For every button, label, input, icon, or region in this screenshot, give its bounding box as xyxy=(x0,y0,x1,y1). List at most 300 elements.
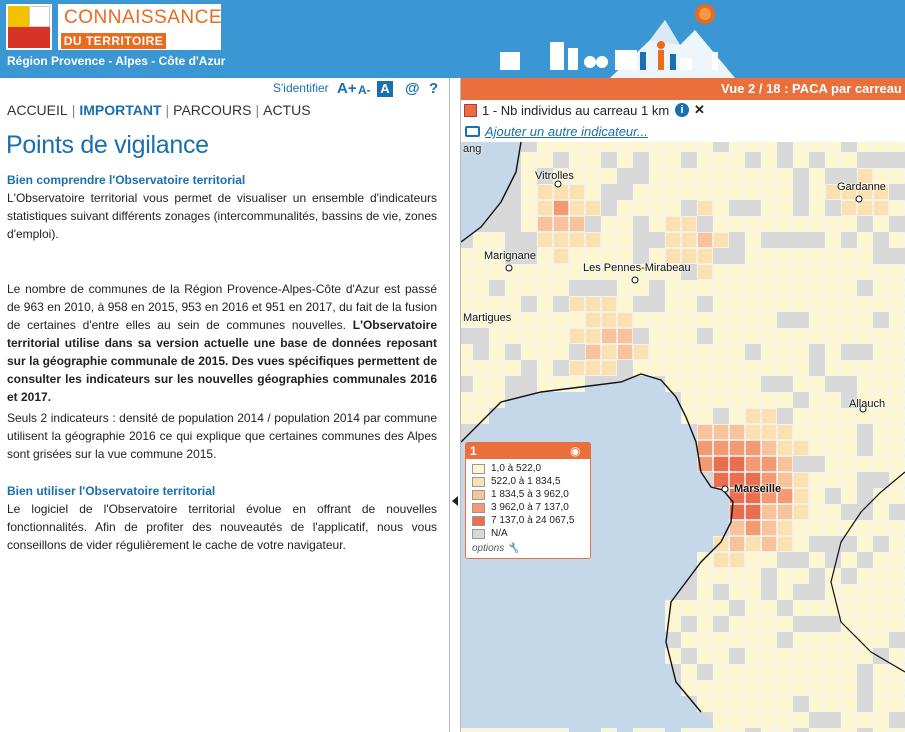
grid-cell xyxy=(618,297,633,312)
grid-cell xyxy=(698,441,713,456)
grid-cell xyxy=(890,409,905,424)
grid-cell xyxy=(506,297,521,312)
site-header xyxy=(0,0,905,78)
grid-cell xyxy=(634,142,649,152)
grid-cell xyxy=(842,153,857,168)
grid-cell xyxy=(778,201,793,216)
grid-cell xyxy=(810,142,825,152)
grid-cell xyxy=(698,233,713,248)
grid-cell xyxy=(682,281,697,296)
grid-cell xyxy=(890,649,905,664)
legend-swatch xyxy=(472,490,485,500)
grid-cell xyxy=(714,441,729,456)
grid-cell xyxy=(826,505,841,520)
paragraph xyxy=(7,280,437,406)
grid-cell xyxy=(506,281,521,296)
add-indicator-link[interactable]: Ajouter un autre indicateur... xyxy=(485,124,648,139)
grid-cell xyxy=(666,297,681,312)
grid-cell xyxy=(810,425,825,440)
contrast-icon[interactable]: A xyxy=(377,81,393,97)
grid-cell xyxy=(858,457,873,472)
grid-cell xyxy=(890,281,905,296)
grid-cell xyxy=(650,361,665,376)
font-decrease-icon[interactable]: A- xyxy=(358,83,371,97)
grid-cell xyxy=(810,377,825,392)
grid-cell xyxy=(650,345,665,360)
grid-cell xyxy=(858,617,873,632)
grid-cell xyxy=(810,489,825,504)
nav-separator: | xyxy=(71,102,76,118)
city-label: Marseille xyxy=(734,483,782,495)
grid-cell xyxy=(810,681,825,696)
grid-cell xyxy=(842,585,857,600)
grid-cell xyxy=(602,729,617,732)
nav-item-important[interactable]: IMPORTANT xyxy=(79,102,162,118)
grid-cell xyxy=(890,201,905,216)
grid-cell xyxy=(682,393,697,408)
grid-cell xyxy=(778,617,793,632)
grid-cell xyxy=(826,665,841,680)
grid-cell xyxy=(586,297,601,312)
grid-cell xyxy=(842,249,857,264)
grid-cell xyxy=(522,201,537,216)
grid-cell xyxy=(602,297,617,312)
wrench-icon: 🔧 xyxy=(507,543,520,554)
grid-cell xyxy=(570,361,585,376)
grid-cell xyxy=(778,249,793,264)
grid-cell xyxy=(746,425,761,440)
grid-cell xyxy=(842,553,857,568)
grid-cell xyxy=(730,569,745,584)
grid-cell xyxy=(842,457,857,472)
grid-cell xyxy=(762,425,777,440)
grid-cell xyxy=(474,281,489,296)
grid-cell xyxy=(874,729,889,732)
nav-item-parcours[interactable]: PARCOURS xyxy=(173,102,252,118)
article-content xyxy=(7,171,437,557)
grid-cell xyxy=(666,313,681,328)
grid-cell xyxy=(730,553,745,568)
grid-cell xyxy=(714,425,729,440)
grid-cell xyxy=(570,329,585,344)
legend-options-label: options xyxy=(472,543,505,554)
grid-cell xyxy=(522,329,537,344)
grid-cell xyxy=(666,361,681,376)
grid-cell xyxy=(714,569,729,584)
help-icon[interactable]: ? xyxy=(429,80,439,97)
grid-cell xyxy=(874,521,889,536)
grid-cell xyxy=(890,377,905,392)
grid-cell xyxy=(794,377,809,392)
grid-cell xyxy=(778,457,793,472)
grid-cell xyxy=(714,697,729,712)
close-icon[interactable]: ✕ xyxy=(694,102,705,117)
grid-cell xyxy=(746,617,761,632)
grid-cell xyxy=(538,142,553,152)
grid-cell xyxy=(570,217,585,232)
grid-cell xyxy=(746,142,761,152)
logo-subtitle: DU TERRITOIRE xyxy=(61,33,166,49)
grid-cell xyxy=(746,185,761,200)
grid-cell xyxy=(698,585,713,600)
grid-cell xyxy=(714,681,729,696)
grid-cell xyxy=(842,425,857,440)
grid-cell xyxy=(746,169,761,184)
grid-cell xyxy=(506,729,521,732)
grid-cell xyxy=(826,393,841,408)
grid-cell xyxy=(746,377,761,392)
grid-cell xyxy=(682,217,697,232)
grid-cell xyxy=(682,313,697,328)
grid-cell xyxy=(874,489,889,504)
grid-cell xyxy=(810,329,825,344)
grid-cell xyxy=(762,313,777,328)
grid-cell xyxy=(890,313,905,328)
grid-cell xyxy=(794,142,809,152)
grid-cell xyxy=(826,313,841,328)
grid-cell xyxy=(714,649,729,664)
grid-cell xyxy=(810,633,825,648)
grid-cell xyxy=(810,185,825,200)
grid-cell xyxy=(634,185,649,200)
grid-cell xyxy=(746,409,761,424)
grid-cell xyxy=(586,329,601,344)
grid-cell xyxy=(461,281,473,296)
panel-splitter[interactable] xyxy=(449,78,461,732)
grid-cell xyxy=(858,265,873,280)
grid-cell xyxy=(730,281,745,296)
grid-cell xyxy=(762,457,777,472)
grid-cell xyxy=(794,505,809,520)
nav-item-accueil[interactable]: ACCUEIL xyxy=(7,102,68,118)
grid-cell xyxy=(858,569,873,584)
grid-cell xyxy=(778,713,793,728)
grid-cell xyxy=(890,425,905,440)
map-legend xyxy=(465,442,591,559)
grid-cell xyxy=(746,441,761,456)
grid-cell xyxy=(714,281,729,296)
visibility-eye-icon[interactable]: ◉ xyxy=(570,444,581,458)
grid-cell xyxy=(746,713,761,728)
grid-cell xyxy=(874,297,889,312)
grid-cell xyxy=(490,329,505,344)
grid-cell xyxy=(842,665,857,680)
grid-cell xyxy=(714,297,729,312)
grid-cell xyxy=(682,329,697,344)
grid-cell xyxy=(474,233,489,248)
indicator-label[interactable]: 1 - Nb individus au carreau 1 km xyxy=(482,103,670,118)
grid-cell xyxy=(794,281,809,296)
grid-cell xyxy=(554,329,569,344)
grid-cell xyxy=(570,377,585,392)
grid-cell xyxy=(890,441,905,456)
grid-cell xyxy=(858,537,873,552)
grid-cell xyxy=(698,425,713,440)
grid-cell xyxy=(714,233,729,248)
grid-cell xyxy=(602,329,617,344)
grid-cell xyxy=(634,361,649,376)
grid-cell xyxy=(826,265,841,280)
grid-cell xyxy=(650,329,665,344)
grid-cell xyxy=(842,729,857,732)
grid-cell xyxy=(746,249,761,264)
grid-cell xyxy=(778,217,793,232)
city-label: Les Pennes-Mirabeau xyxy=(583,262,691,274)
grid-cell xyxy=(810,169,825,184)
grid-cell xyxy=(794,489,809,504)
grid-cell xyxy=(842,313,857,328)
grid-cell xyxy=(746,585,761,600)
grid-cell xyxy=(474,729,489,732)
grid-cell xyxy=(778,505,793,520)
grid-cell xyxy=(618,345,633,360)
grid-cell xyxy=(778,297,793,312)
grid-cell xyxy=(794,441,809,456)
crest-quarter xyxy=(29,6,50,27)
collapse-arrow-icon[interactable] xyxy=(452,496,458,506)
grid-cell xyxy=(650,169,665,184)
grid-cell xyxy=(698,153,713,168)
region-crest-logo[interactable] xyxy=(6,4,52,50)
grid-cell xyxy=(858,361,873,376)
map-canvas[interactable] xyxy=(461,142,905,732)
grid-cell xyxy=(794,265,809,280)
grid-cell xyxy=(522,217,537,232)
grid-cell xyxy=(730,633,745,648)
grid-cell xyxy=(746,633,761,648)
grid-cell xyxy=(698,633,713,648)
choropleth-map[interactable] xyxy=(461,142,905,732)
grid-cell xyxy=(698,249,713,264)
grid-cell xyxy=(874,265,889,280)
legend-swatch xyxy=(472,503,485,513)
paragraph-text: Le nombre de communes de la Région Provence-Alpes-Côte d'Azur est passé de 963 en 2010, à 958 en 2015, 953 en 2016 et 951 en 2017, du fait de la fusion de certaines d'entre elles au sein de communes nouvelles. xyxy=(7,282,437,332)
grid-cell xyxy=(730,521,745,536)
grid-cell xyxy=(842,489,857,504)
grid-cell xyxy=(794,345,809,360)
grid-cell xyxy=(810,441,825,456)
grid-cell xyxy=(778,425,793,440)
grid-cell xyxy=(698,169,713,184)
legend-number: 1 xyxy=(470,444,477,458)
grid-cell xyxy=(730,329,745,344)
grid-cell xyxy=(826,697,841,712)
grid-cell xyxy=(890,537,905,552)
grid-cell xyxy=(762,617,777,632)
grid-cell xyxy=(602,217,617,232)
grid-cell xyxy=(666,233,681,248)
grid-cell xyxy=(778,265,793,280)
grid-cell xyxy=(714,537,729,552)
grid-cell xyxy=(618,153,633,168)
page-title: Points de vigilance xyxy=(6,131,209,159)
grid-cell xyxy=(714,185,729,200)
grid-cell xyxy=(842,281,857,296)
grid-cell xyxy=(890,601,905,616)
grid-cell xyxy=(794,329,809,344)
grid-cell xyxy=(730,665,745,680)
grid-cell xyxy=(890,233,905,248)
grid-cell xyxy=(842,297,857,312)
grid-cell xyxy=(714,201,729,216)
grid-cell xyxy=(730,217,745,232)
grid-cell xyxy=(746,553,761,568)
map-view-bar xyxy=(461,78,905,100)
grid-cell xyxy=(698,393,713,408)
grid-cell xyxy=(842,649,857,664)
grid-cell xyxy=(890,729,905,732)
grid-cell xyxy=(666,601,681,616)
grid-cell xyxy=(794,473,809,488)
grid-cell xyxy=(746,361,761,376)
grid-cell xyxy=(794,537,809,552)
grid-cell xyxy=(538,233,553,248)
nav-item-actus[interactable]: ACTUS xyxy=(263,102,311,118)
grid-cell xyxy=(842,361,857,376)
indicator-row xyxy=(461,100,905,122)
folder-icon[interactable] xyxy=(465,126,480,137)
grid-cell xyxy=(698,553,713,568)
grid-cell xyxy=(461,297,473,312)
grid-cell xyxy=(746,281,761,296)
grid-cell xyxy=(698,201,713,216)
grid-cell xyxy=(698,281,713,296)
font-increase-icon[interactable]: A+ xyxy=(337,80,357,97)
grid-cell xyxy=(698,601,713,616)
legend-header xyxy=(466,443,590,459)
grid-cell xyxy=(666,281,681,296)
grid-cell xyxy=(554,217,569,232)
grid-cell xyxy=(890,569,905,584)
grid-cell xyxy=(810,409,825,424)
grid-cell xyxy=(778,521,793,536)
login-link[interactable]: S'identifier xyxy=(273,81,329,95)
grid-cell xyxy=(746,313,761,328)
grid-cell xyxy=(794,713,809,728)
grid-cell xyxy=(698,649,713,664)
grid-cell xyxy=(858,313,873,328)
grid-cell xyxy=(682,633,697,648)
grid-cell xyxy=(890,521,905,536)
grid-cell xyxy=(538,217,553,232)
grid-cell xyxy=(490,729,505,732)
grid-cell xyxy=(858,601,873,616)
grid-cell xyxy=(698,313,713,328)
legend-options-link[interactable] xyxy=(472,543,519,554)
crest-quarter xyxy=(8,6,29,27)
grid-cell xyxy=(714,665,729,680)
grid-cell xyxy=(826,361,841,376)
grid-cell xyxy=(810,601,825,616)
grid-cell xyxy=(554,313,569,328)
city-label: ang xyxy=(463,143,482,155)
grid-cell xyxy=(890,393,905,408)
grid-cell xyxy=(810,521,825,536)
grid-cell xyxy=(618,217,633,232)
grid-cell xyxy=(586,142,601,152)
grid-cell xyxy=(842,201,857,216)
grid-cell xyxy=(538,153,553,168)
grid-cell xyxy=(810,553,825,568)
grid-cell xyxy=(538,297,553,312)
legend-class-label: 1 834,5 à 3 962,0 xyxy=(491,489,569,500)
grid-cell xyxy=(730,169,745,184)
grid-cell xyxy=(874,585,889,600)
grid-cell xyxy=(794,601,809,616)
grid-cell xyxy=(698,681,713,696)
grid-cell xyxy=(730,313,745,328)
grid-cell xyxy=(650,201,665,216)
grid-cell xyxy=(461,409,473,424)
main-nav xyxy=(7,102,311,118)
grid-cell xyxy=(554,265,569,280)
grid-cell xyxy=(714,329,729,344)
paragraph-bold-text: L'Observatoire territorial utilise dans sa version actuelle une base de données reposant sur la géographie communale de 2015. Des vues spécifiques permettent de consulter les indicateurs sur les nouvelles géographies communales 2016 et 2017. xyxy=(7,318,437,404)
grid-cell xyxy=(698,361,713,376)
grid-cell xyxy=(826,153,841,168)
legend-class-label: 3 962,0 à 7 137,0 xyxy=(491,502,569,513)
grid-cell xyxy=(826,297,841,312)
grid-cell xyxy=(746,697,761,712)
grid-cell xyxy=(682,601,697,616)
legend-swatch xyxy=(472,516,485,526)
grid-cell xyxy=(714,713,729,728)
grid-cell xyxy=(538,345,553,360)
grid-cell xyxy=(826,142,841,152)
grid-cell xyxy=(778,697,793,712)
grid-cell xyxy=(890,489,905,504)
grid-cell xyxy=(874,713,889,728)
grid-cell xyxy=(794,633,809,648)
grid-cell xyxy=(746,329,761,344)
legend-class-label: 1,0 à 522,0 xyxy=(491,463,542,474)
grid-cell xyxy=(858,713,873,728)
grid-cell xyxy=(874,681,889,696)
grid-cell xyxy=(698,729,713,732)
grid-cell xyxy=(762,201,777,216)
grid-cell xyxy=(826,217,841,232)
grid-cell xyxy=(698,569,713,584)
view-selector[interactable]: Vue 2 / 18 : PACA par carreau xyxy=(721,81,902,96)
grid-cell xyxy=(874,345,889,360)
grid-cell xyxy=(490,361,505,376)
grid-cell xyxy=(714,265,729,280)
grid-cell xyxy=(842,329,857,344)
grid-cell xyxy=(826,441,841,456)
grid-cell xyxy=(682,185,697,200)
nav-separator: | xyxy=(165,102,170,118)
grid-cell xyxy=(474,393,489,408)
grid-cell xyxy=(810,697,825,712)
grid-cell xyxy=(714,361,729,376)
grid-cell xyxy=(730,681,745,696)
grid-cell xyxy=(826,649,841,664)
grid-cell xyxy=(762,713,777,728)
info-icon[interactable]: i xyxy=(675,103,689,117)
grid-cell xyxy=(842,473,857,488)
city-marker xyxy=(506,265,512,271)
grid-cell xyxy=(794,425,809,440)
contact-icon[interactable]: @ xyxy=(405,80,420,97)
site-logo[interactable] xyxy=(58,4,221,50)
grid-cell xyxy=(826,409,841,424)
grid-cell xyxy=(698,142,713,152)
paragraph: L'Observatoire territorial vous permet de visualiser un ensemble d'indicateurs statistiques suivant différents zonages (intercommunalités, bassins de vie, zones d'emploi). xyxy=(7,191,437,241)
grid-cell xyxy=(650,142,665,152)
grid-cell xyxy=(874,441,889,456)
grid-cell xyxy=(666,169,681,184)
grid-cell xyxy=(746,681,761,696)
